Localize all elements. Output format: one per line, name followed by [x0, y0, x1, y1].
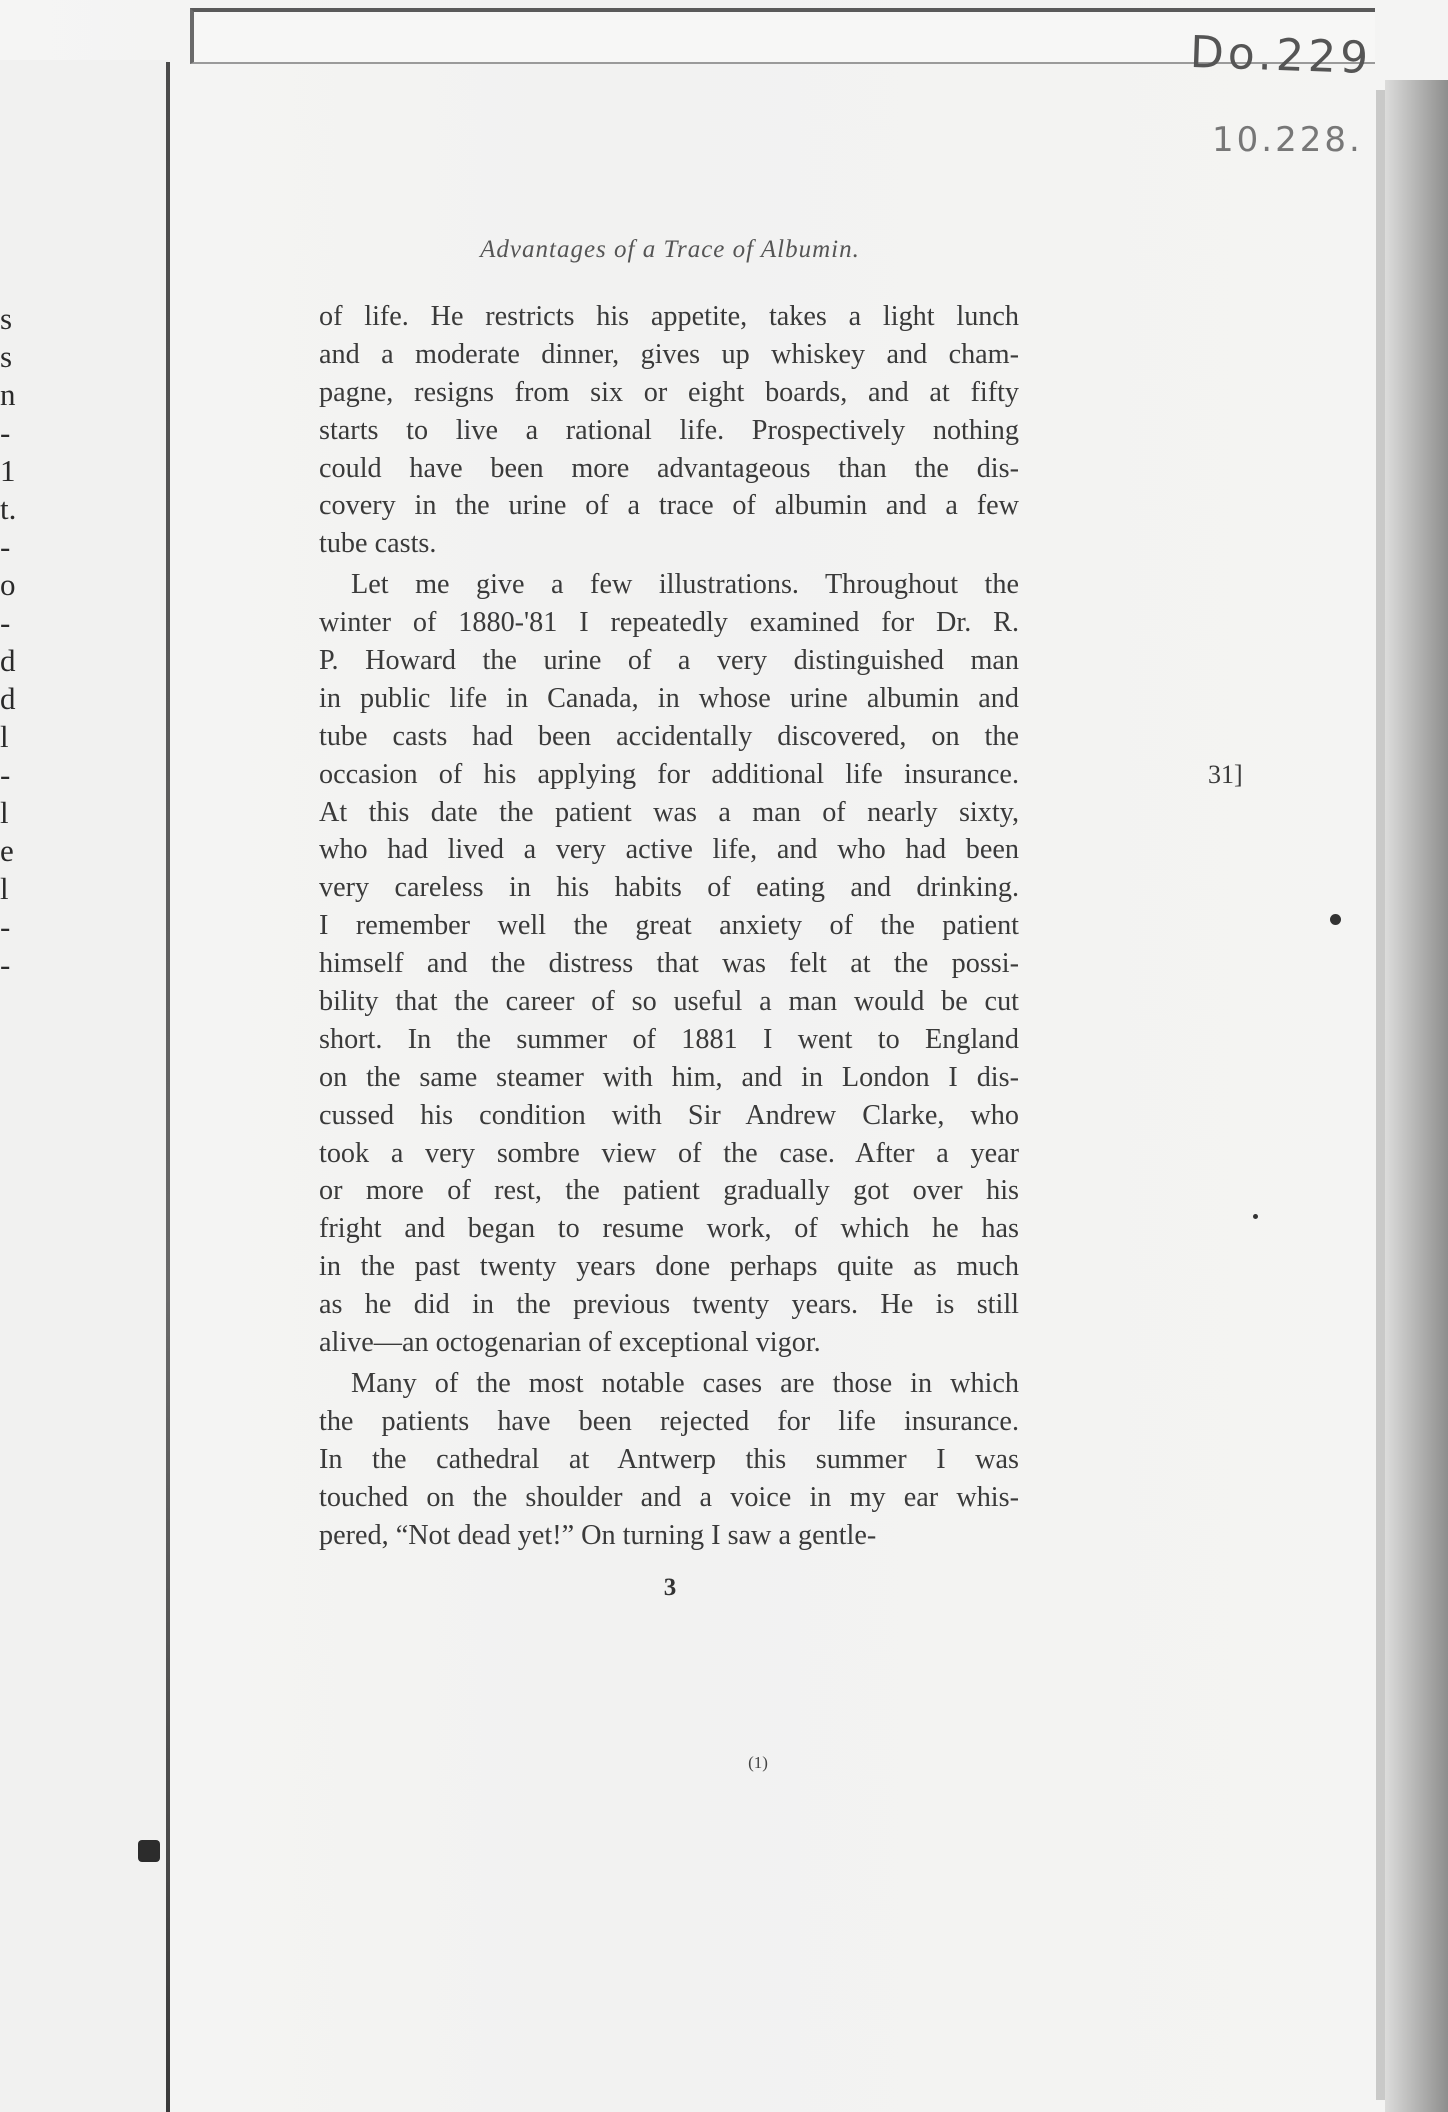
- handwritten-catalog-number: Do.229: [1189, 26, 1373, 85]
- text-line: P. Howard the urine of a very distinguished man: [319, 645, 1019, 677]
- text-line: took a very sombre view of the case. After a year: [319, 1137, 1019, 1169]
- facing-page-fragment: s: [0, 339, 13, 374]
- facing-page-fragment: -: [0, 909, 11, 944]
- facing-page-fragment: -: [0, 947, 11, 982]
- binding-clip-mark: [138, 1840, 160, 1862]
- text-line: fright and began to resume work, of which he has: [319, 1213, 1019, 1245]
- facing-page-fragment: 1: [0, 453, 16, 488]
- facing-page-fragment: d: [0, 643, 16, 678]
- footer-signature-mark: (1): [748, 1753, 768, 1772]
- facing-page-fragment: l: [0, 871, 9, 906]
- facing-page-fragment: -: [0, 757, 11, 792]
- right-margin-fragment: 31]: [1208, 760, 1243, 789]
- facing-page-fragment: -: [0, 605, 11, 640]
- book-spine-edge: [166, 62, 170, 2112]
- text-line: Many of the most notable cases are those in which: [351, 1367, 1019, 1399]
- text-line: himself and the distress that was felt at the possi-: [319, 948, 1019, 980]
- text-line: on the same steamer with him, and in London I dis-: [319, 1061, 1019, 1093]
- facing-page-fragment: o: [0, 567, 16, 602]
- text-line: tube casts had been accidentally discovered, on the: [319, 720, 1019, 752]
- text-line: who had lived a very active life, and who had been: [319, 834, 1019, 866]
- running-head: Advantages of a Trace of Albumin.: [480, 236, 860, 263]
- text-line: very careless in his habits of eating and drinking.: [319, 872, 1019, 904]
- facing-page-fragment: e: [0, 833, 14, 868]
- text-line: alive—an octogenarian of exceptional vigor.: [319, 1327, 821, 1359]
- text-line: I remember well the great anxiety of the patient: [319, 910, 1019, 942]
- facing-page-text-fragments: [0, 300, 24, 984]
- facing-page-fragment: s: [0, 301, 13, 336]
- facing-page-fragment: n: [0, 377, 16, 412]
- text-line: short. In the summer of 1881 I went to England: [319, 1023, 1019, 1055]
- text-line: could have been more advantageous than the dis-: [319, 452, 1019, 484]
- page-stack-edge: [1385, 80, 1448, 2112]
- handwritten-secondary-number: 10.228.: [1212, 120, 1363, 160]
- text-line: in the past twenty years done perhaps quite as much: [319, 1251, 1019, 1283]
- facing-page-fragment: t.: [0, 491, 17, 526]
- text-line: as he did in the previous twenty years. He is still: [319, 1289, 1019, 1321]
- facing-page-fragment: -: [0, 529, 11, 564]
- text-line: touched on the shoulder and a voice in my ear whis-: [319, 1481, 1019, 1513]
- text-line: and a moderate dinner, gives up whiskey and cham-: [319, 338, 1019, 370]
- facing-page-fragment: l: [0, 719, 9, 754]
- text-line: Let me give a few illustrations. Throughout the: [351, 569, 1019, 601]
- text-line: in public life in Canada, in whose urine albumin and: [319, 682, 1019, 714]
- text-line: At this date the patient was a man of nearly sixty,: [319, 796, 1019, 828]
- text-line: starts to live a rational life. Prospectively nothing: [319, 414, 1019, 446]
- page-number: 3: [663, 1574, 677, 1601]
- text-line: covery in the urine of a trace of albumin and a few: [319, 490, 1019, 522]
- facing-page-fragment: d: [0, 681, 16, 716]
- facing-page-fragment: -: [0, 415, 11, 450]
- text-line: occasion of his applying for additional life insurance.: [319, 758, 1019, 790]
- facing-page-fragment: l: [0, 795, 9, 830]
- facing-page-edge: [0, 60, 168, 2112]
- text-line: of life. He restricts his appetite, takes a light lunch: [319, 301, 1019, 332]
- text-line: bility that the career of so useful a man would be cut: [319, 986, 1019, 1018]
- text-line: or more of rest, the patient gradually got over his: [319, 1175, 1019, 1207]
- text-line: pagne, resigns from six or eight boards, and at fifty: [319, 376, 1019, 408]
- text-line: tube casts.: [319, 528, 437, 560]
- text-line: pered, “Not dead yet!” On turning I saw a gentle-: [319, 1519, 877, 1551]
- body-text: [319, 298, 1019, 1554]
- speck-mark: [1330, 914, 1341, 925]
- text-line: the patients have been rejected for life insurance.: [319, 1405, 1019, 1437]
- speck-mark-small: [1253, 1214, 1258, 1219]
- text-line: cussed his condition with Sir Andrew Clarke, who: [319, 1099, 1019, 1131]
- text-line: winter of 1880-'81 I repeatedly examined for Dr. R.: [319, 607, 1019, 639]
- text-line: In the cathedral at Antwerp this summer I was: [319, 1443, 1019, 1475]
